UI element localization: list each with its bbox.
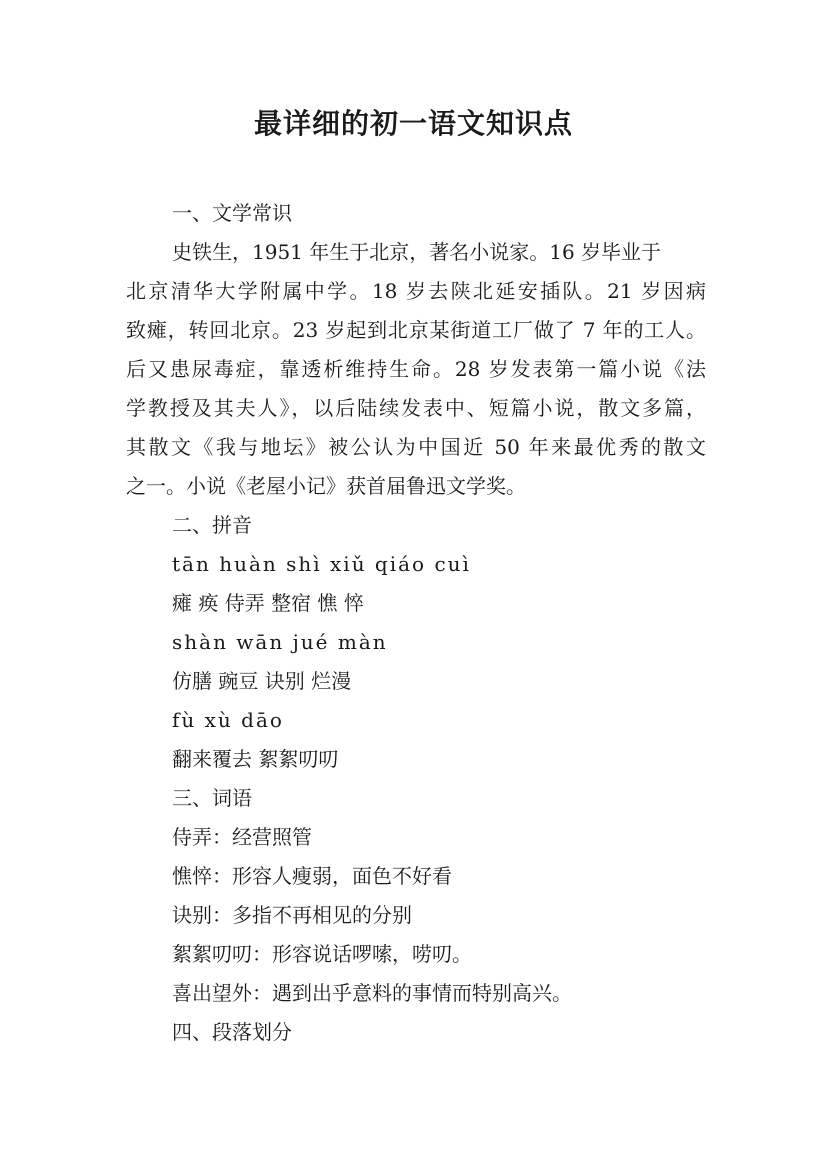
paragraph-line: 致瘫，转回北京。23 岁起到北京某街道工厂做了 7 年的工人。: [126, 318, 706, 342]
definition-line: 诀别：多指不再相见的分别: [172, 903, 412, 927]
definition-line: 喜出望外：遇到出乎意料的事情而特别高兴。: [172, 981, 572, 1005]
section-heading-literature: 一、文学常识: [172, 201, 292, 225]
paragraph-line: 其散文《我与地坛》被公认为中国近 50 年来最优秀的散文: [126, 435, 706, 459]
paragraph-line: 史铁生，1951 年生于北京，著名小说家。16 岁毕业于: [172, 240, 662, 264]
vocab-line: 瘫 痪 侍弄 整宿 憔 悴: [172, 591, 364, 615]
pinyin-line: shàn wān jué màn: [172, 630, 388, 654]
section-heading-pinyin: 二、拼音: [172, 513, 252, 537]
paragraph-line: 学教授及其夫人》，以后陆续发表中、短篇小说，散文多篇，: [126, 396, 706, 420]
section-heading-words: 三、词语: [172, 786, 252, 810]
definition-line: 侍弄：经营照管: [172, 825, 312, 849]
vocab-line: 仿膳 豌豆 诀别 烂漫: [172, 669, 352, 693]
paragraph-line: 后又患尿毒症，靠透析维持生命。28 岁发表第一篇小说《法: [126, 357, 706, 381]
definition-line: 憔悴：形容人瘦弱，面色不好看: [172, 864, 452, 888]
pinyin-line: fù xù dāo: [172, 708, 284, 732]
pinyin-line: tān huàn shì xiǔ qiáo cuì: [172, 552, 471, 576]
document-title: 最详细的初一语文知识点: [253, 107, 573, 140]
paragraph-line: 北京清华大学附属中学。18 岁去陕北延安插队。21 岁因病: [126, 279, 706, 303]
document-body: [126, 194, 706, 1052]
section-heading-paragraphs: 四、段落划分: [172, 1020, 292, 1044]
definition-line: 絮絮叨叨：形容说话啰嗦，唠叨。: [172, 942, 472, 966]
vocab-line: 翻来覆去 絮絮叨叨: [172, 747, 339, 771]
paragraph-line: 之一。小说《老屋小记》获首届鲁迅文学奖。: [126, 474, 526, 498]
